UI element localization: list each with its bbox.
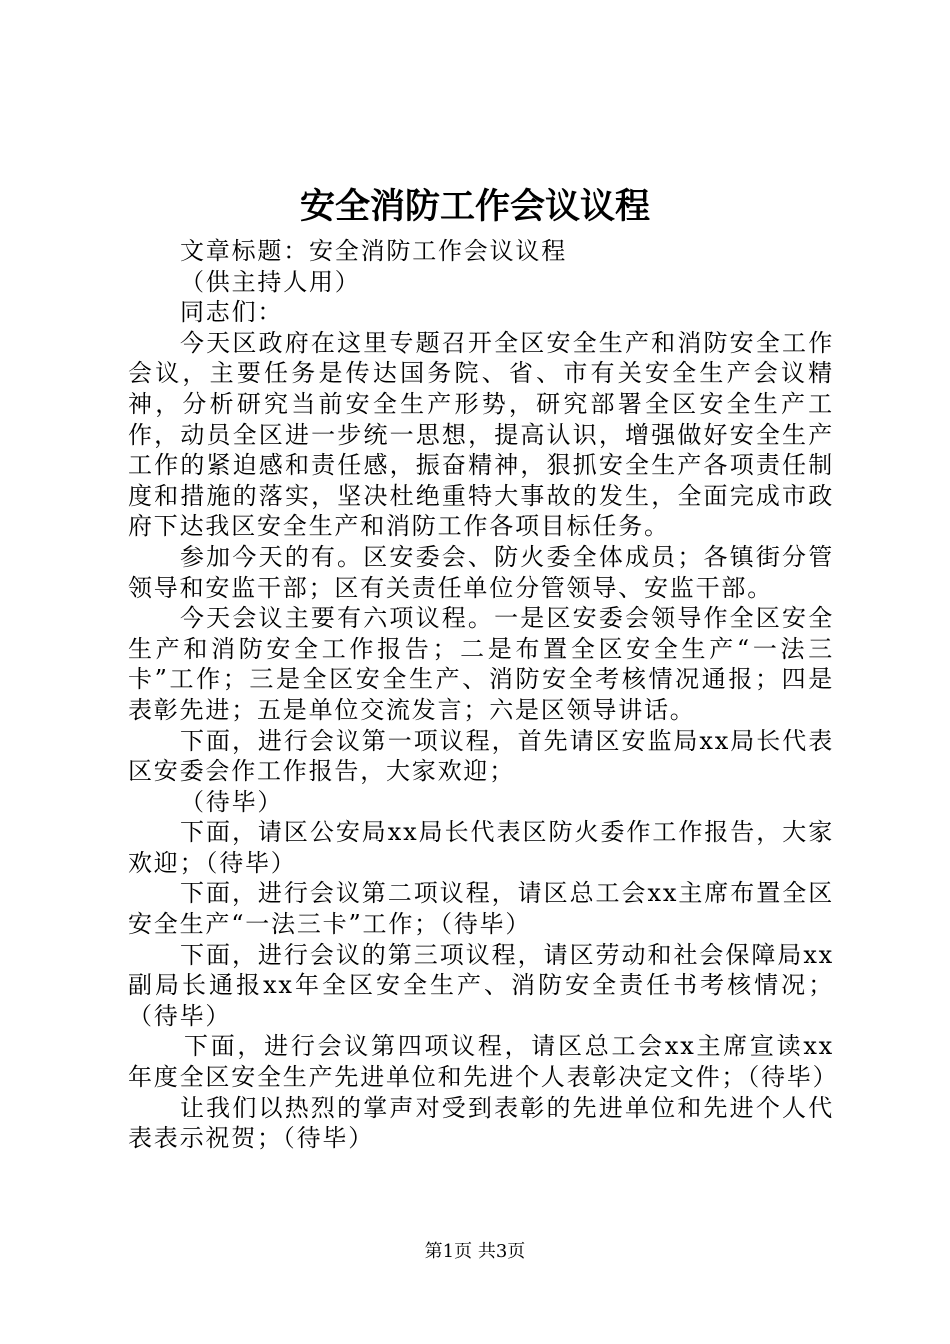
paragraph-article-title: 文章标题：安全消防工作会议议程 [180,237,567,265]
document-title: 安全消防工作会议议程 [299,186,650,227]
paragraph-wait-1: （待毕） [180,787,284,816]
paragraph-agenda-item-1: 下面，进行会议第一项议程，首先请区安监局xx局长代表区安委会作工作报告，大家欢迎； [128,726,834,786]
document-body [128,236,839,1154]
paragraph-intro: 今天区政府在这里专题召开全区安全生产和消防安全工作会议，主要任务是传达国务院、省、市有关安全生产会议精神，分析研究当前安全生产形势，研究部署全区安全生产工作，动员全区进一步统一思想，提高认识，增强做好安全生产工作的紧迫感和责任感，振奋精神，狠抓安全生产各项责任制度和措施的落实，坚决杜绝重特大事故的发生，全面完成市政府下达我区安全生产和消防工作各项目标任务。 [128,328,834,541]
paragraph-agenda-item-2: 下面，进行会议第二项议程，请区总工会xx主席布置全区安全生产“一法三卡”工作；（待毕） [128,879,834,939]
paragraph-congratulations: 让我们以热烈的掌声对受到表彰的先进单位和先进个人代表表示祝贺；（待毕） [128,1093,834,1153]
paragraph-agenda-item-3: 下面，进行会议的第三项议程，请区劳动和社会保障局xx副局长通报xx年全区安全生产、消防安全责任书考核情况；（待毕） [128,940,834,1030]
paragraph-attendees: 参加今天的有。区安委会、防火委全体成员；各镇街分管领导和安监干部；区有关责任单位分管领导、安监干部。 [128,542,834,602]
paragraph-salutation: 同志们： [180,298,284,327]
paragraph-fire-report: 下面，请区公安局xx局长代表区防火委作工作报告，大家欢迎；（待毕） [128,818,834,877]
paragraph-agenda-overview: 今天会议主要有六项议程。一是区安委会领导作全区安全生产和消防安全工作报告；二是布置全区安全生产“一法三卡”工作；三是全区安全生产、消防安全考核情况通报；四是表彰先进；五是单位交流发言；六是区领导讲话。 [128,604,834,724]
paragraph-host-note: （供主持人用） [180,267,361,296]
page-indicator: 第1页 共3页 [424,1241,526,1262]
paragraph-agenda-item-4: 下面，进行会议第四项议程，请区总工会xx主席宣读xx年度全区安全生产先进单位和先进个人表彰决定文件；（待毕） [128,1032,839,1092]
